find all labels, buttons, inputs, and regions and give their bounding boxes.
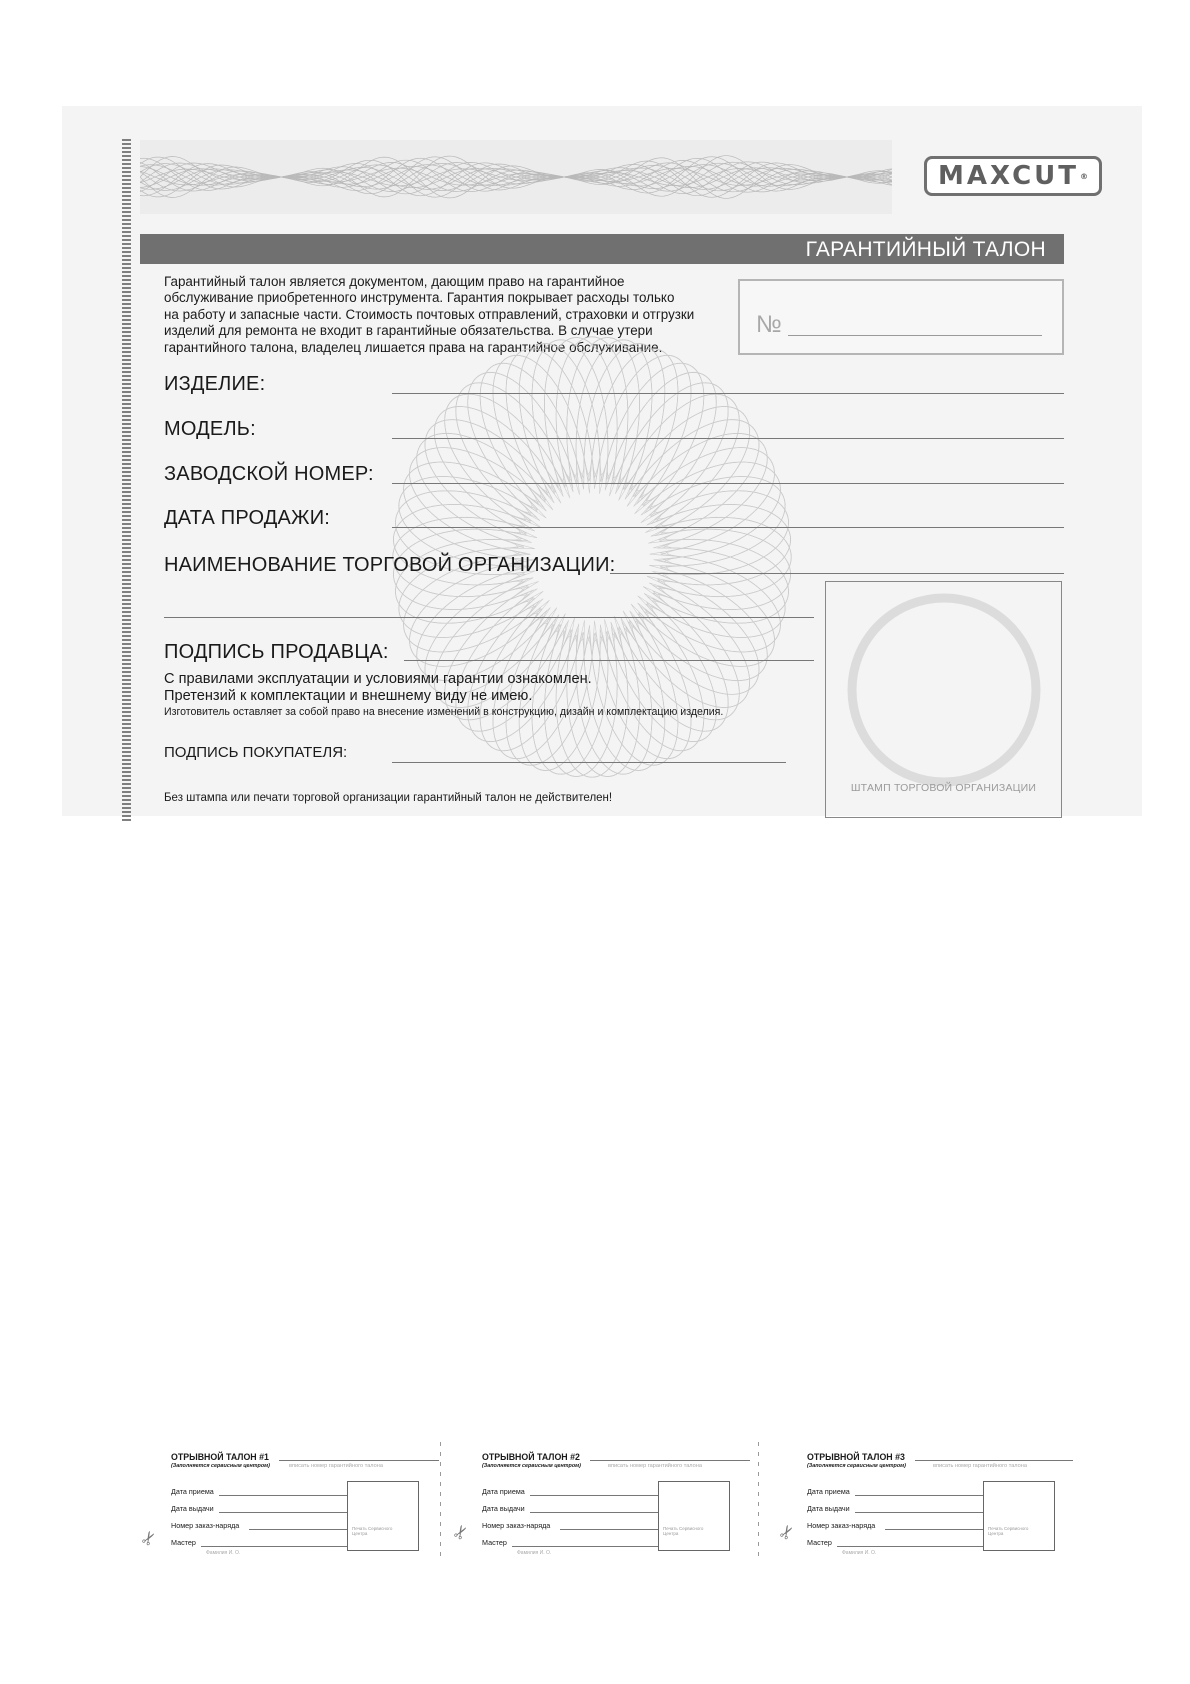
- coupon-row-label: Мастер: [807, 1538, 832, 1547]
- coupon-fio: Фамилия И. О.: [206, 1550, 241, 1556]
- coupon-field[interactable]: [219, 1512, 347, 1513]
- coupon-subtitle: (Заполняется сервисным центром): [482, 1463, 581, 1469]
- coupon-field[interactable]: [560, 1529, 658, 1530]
- coupon-subtitle: (Заполняется сервисным центром): [807, 1463, 906, 1469]
- coupon-row-label: Дата приема: [482, 1487, 525, 1496]
- coupon-row-label: Дата приема: [171, 1487, 214, 1496]
- seller-signature-label: ПОДПИСЬ ПРОДАВЦА:: [164, 641, 389, 663]
- coupon-row-label: Дата выдачи: [807, 1504, 850, 1513]
- coupon-stamp-box: [658, 1481, 730, 1551]
- coupon-field[interactable]: [855, 1512, 983, 1513]
- coupon-number-field[interactable]: [590, 1460, 750, 1461]
- coupon-field[interactable]: [530, 1512, 658, 1513]
- coupon-stamp-label: Печать Сервисного Центра: [352, 1526, 393, 1536]
- coupon-fio: Фамилия И. О.: [517, 1550, 552, 1556]
- product-label: ИЗДЕЛИЕ:: [164, 373, 266, 395]
- intro-line: Гарантийный талон является документом, дающим право на гарантийное: [164, 274, 625, 289]
- number-sign: №: [756, 311, 782, 338]
- coupon-hint: вписать номер гарантийного талона: [289, 1463, 383, 1469]
- coupon-title: ОТРЫВНОЙ ТАЛОН #1: [171, 1452, 269, 1462]
- intro-line: изделий для ремонта не входит в гарантийные обязательства. В случае утери: [164, 323, 653, 339]
- title-bar: [140, 234, 1064, 264]
- warranty-number-field[interactable]: [788, 335, 1042, 336]
- coupon-hint: вписать номер гарантийного талона: [933, 1463, 1027, 1469]
- acknowledgement-line-1: С правилами эксплуатации и условиями гарантии ознакомлен.: [164, 671, 592, 687]
- intro-line: обслуживание приобретенного инструмента. Гарантия покрывает расходы только: [164, 290, 675, 306]
- coupon-hint: вписать номер гарантийного талона: [608, 1463, 702, 1469]
- tear-off-coupon-2: [482, 1452, 752, 1562]
- serial-label: ЗАВОДСКОЙ НОМЕР:: [164, 463, 374, 485]
- product-field[interactable]: [392, 393, 1064, 394]
- stamp-label: ШТАМП ТОРГОВОЙ ОРГАНИЗАЦИИ: [850, 782, 1037, 794]
- coupon-stamp-label: Печать Сервисного Центра: [663, 1526, 704, 1536]
- coupon-row-label: Номер заказ-наряда: [171, 1521, 240, 1530]
- guilloche-band: [140, 140, 892, 214]
- stamp-box: [825, 581, 1062, 818]
- organization-label: НАИМЕНОВАНИЕ ТОРГОВОЙ ОРГАНИЗАЦИИ:: [164, 554, 616, 576]
- coupon-field[interactable]: [201, 1546, 347, 1547]
- serial-field[interactable]: [392, 483, 1064, 484]
- coupon-row-label: Номер заказ-наряда: [807, 1521, 876, 1530]
- stamp-footnote: Без штампа или печати торговой организации гарантийный талон не действителен!: [164, 792, 613, 804]
- acknowledgement-line-2: Претензий к комплектации и внешнему виду не имею.: [164, 688, 533, 704]
- model-field[interactable]: [392, 438, 1064, 439]
- maxcut-logo: MAXCUT ®: [924, 156, 1102, 196]
- coupon-field[interactable]: [885, 1529, 983, 1530]
- coupon-field[interactable]: [530, 1495, 658, 1496]
- intro-line: на работу и запасные части. Стоимость почтовых отправлений, страховки и отгрузки: [164, 306, 695, 322]
- organization-field[interactable]: [610, 573, 1064, 574]
- intro-line: гарантийного талона, владелец лишается права на гарантийное обслуживание.: [164, 339, 663, 355]
- coupon-field[interactable]: [837, 1546, 983, 1547]
- coupon-fio: Фамилия И. О.: [842, 1550, 877, 1556]
- coupon-stamp-label: Печать Сервисного Центра: [988, 1526, 1029, 1536]
- buyer-signature-field[interactable]: [392, 762, 786, 763]
- coupon-row-label: Дата приема: [807, 1487, 850, 1496]
- coupon-title: ОТРЫВНОЙ ТАЛОН #3: [807, 1452, 905, 1462]
- tear-off-coupon-1: [171, 1452, 441, 1562]
- scissors-icon: ✂: [448, 1520, 474, 1544]
- coupon-field[interactable]: [855, 1495, 983, 1496]
- organization-field-line-2[interactable]: [164, 617, 814, 618]
- scissors-icon: ✂: [774, 1520, 800, 1544]
- tear-off-coupon-3: [807, 1452, 1077, 1562]
- coupon-field[interactable]: [219, 1495, 347, 1496]
- stamp-circle: [834, 590, 1054, 790]
- coupon-row-label: Дата выдачи: [482, 1504, 525, 1513]
- coupon-number-field[interactable]: [915, 1460, 1073, 1461]
- coupon-row-label: Дата выдачи: [171, 1504, 214, 1513]
- document-title: ГАРАНТИЙНЫЙ ТАЛОН: [805, 238, 1046, 261]
- coupon-row-label: Номер заказ-наряда: [482, 1521, 551, 1530]
- coupon-field[interactable]: [512, 1546, 658, 1547]
- perforation-strip: [122, 139, 131, 821]
- buyer-signature-label: ПОДПИСЬ ПОКУПАТЕЛЯ:: [164, 744, 348, 761]
- coupon-subtitle: (Заполняется сервисным центром): [171, 1463, 270, 1469]
- sale-date-field[interactable]: [392, 527, 1064, 528]
- coupon-field[interactable]: [249, 1529, 347, 1530]
- coupon-stamp-box: [347, 1481, 419, 1551]
- cut-line: [758, 1442, 759, 1562]
- sale-date-label: ДАТА ПРОДАЖИ:: [164, 507, 331, 529]
- coupon-row-label: Мастер: [482, 1538, 507, 1547]
- coupon-title: ОТРЫВНОЙ ТАЛОН #2: [482, 1452, 580, 1462]
- coupon-number-field[interactable]: [279, 1460, 439, 1461]
- seller-signature-field[interactable]: [404, 660, 814, 661]
- scissors-icon: ✂: [136, 1526, 162, 1550]
- manufacturer-disclaimer: Изготовитель оставляет за собой право на внесение изменений в конструкцию, дизайн и комплектацию изделия.: [164, 706, 724, 718]
- coupon-stamp-box: [983, 1481, 1055, 1551]
- model-label: МОДЕЛЬ:: [164, 418, 256, 440]
- coupon-row-label: Мастер: [171, 1538, 196, 1547]
